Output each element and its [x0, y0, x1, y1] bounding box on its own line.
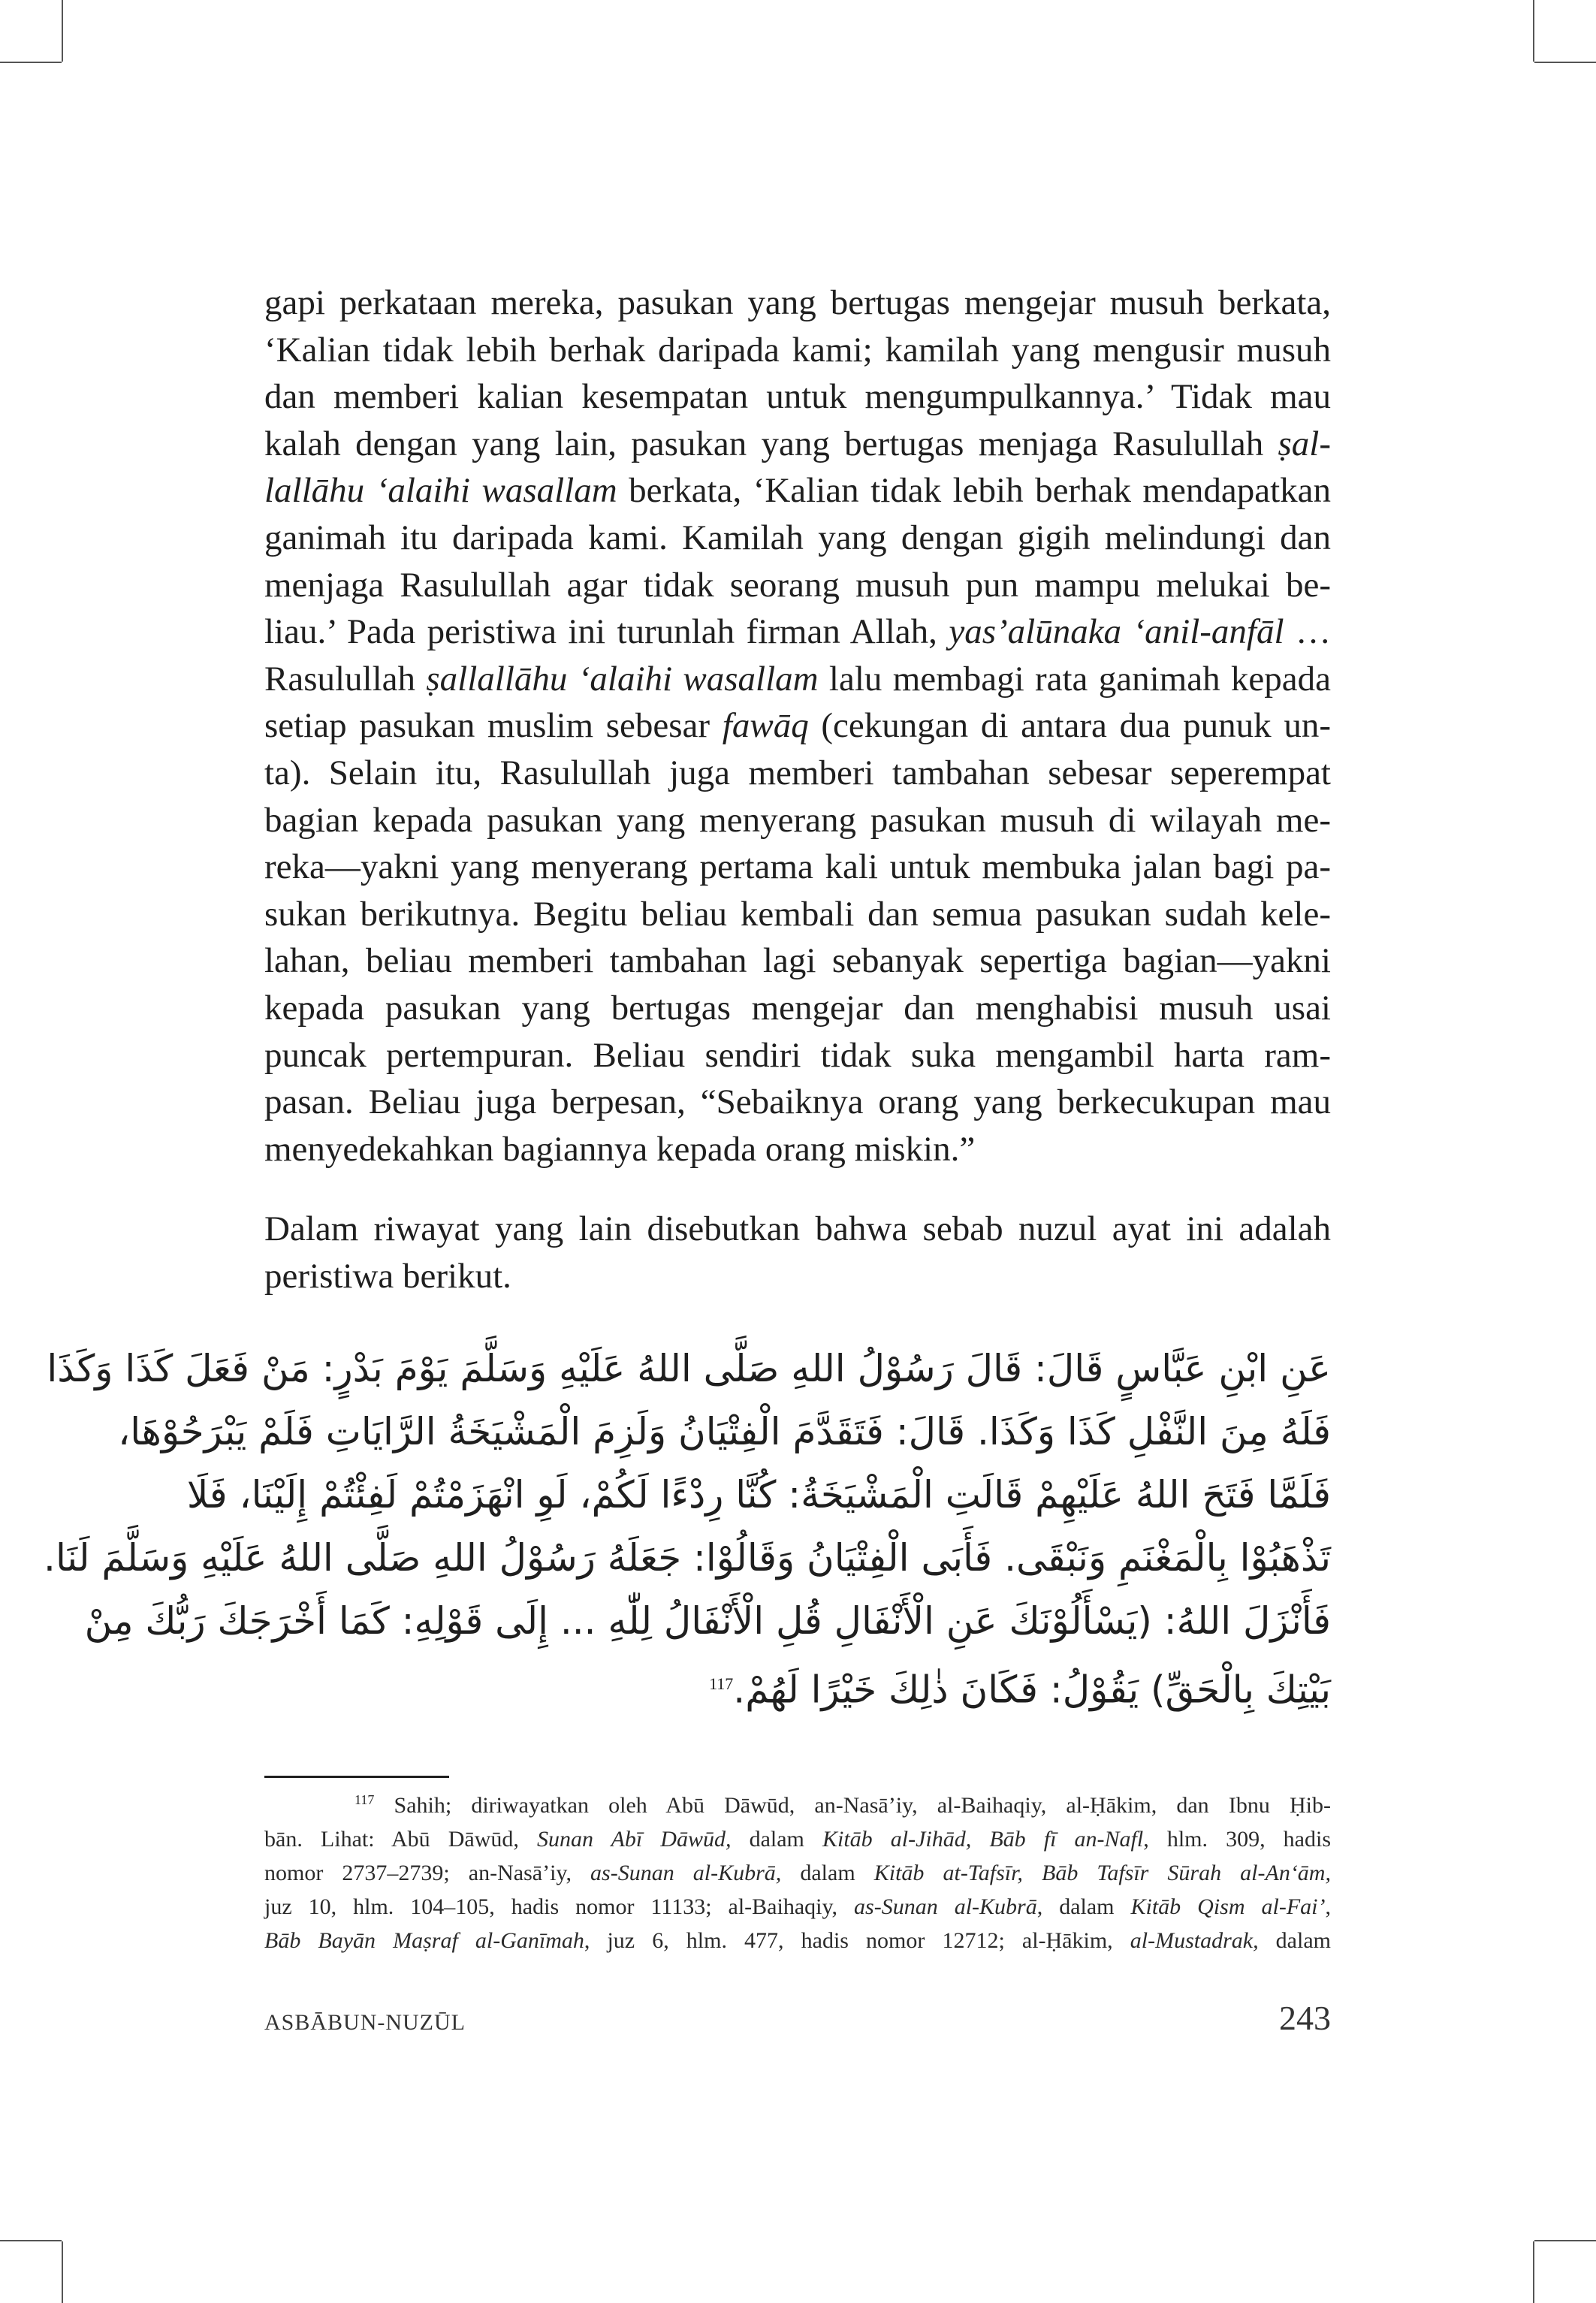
crop-mark: [1534, 62, 1596, 63]
footnote-text: ,: [1325, 1894, 1331, 1919]
footnote-number: 117: [354, 1792, 375, 1807]
crop-mark: [1533, 2241, 1534, 2303]
crop-mark: [0, 2240, 62, 2241]
italic-term: fawāq: [722, 706, 809, 746]
text-line: ta). Selain itu, Rasulullah juga memberi tambahan sebesar seperempat: [264, 753, 1331, 792]
text-line: reka—yakni yang menyerang pertama kali untuk membuka jalan bagi pa-: [264, 847, 1331, 887]
text-line: Rasulullah: [264, 659, 427, 699]
italic-term: lallāhu ‘alaihi wasallam: [264, 471, 617, 511]
crop-mark: [62, 2241, 63, 2303]
arabic-line: فَلَهُ مِنَ النَّفْلِ كَذَا وَكَذَا. قَالَ: فَتَقَدَّمَ الْفِتْيَانُ وَلَزِمَ الْمَشْيَخَةُ الرَّايَاتِ فَلَمْ يَبْرَحُوْهَا،: [118, 1410, 1331, 1454]
text-line: sukan berikutnya. Begitu beliau kembali dan semua pasukan sudah kele-: [264, 894, 1331, 934]
text-line: liau.’ Pada peristiwa ini turunlah firman Allah,: [264, 612, 949, 652]
italic-title: Kitāb al-Jihād, Bāb fī an-Nafl: [822, 1827, 1144, 1852]
footnote-text: dalam: [731, 1827, 822, 1852]
footnote-text: dalam: [781, 1861, 874, 1885]
text-line: Dalam riwayat yang lain disebutkan bahwa sebab nuzul ayat ini adalah: [264, 1209, 1331, 1249]
crop-mark: [0, 62, 62, 63]
italic-title: as-Sunan al-Kubrā: [854, 1894, 1037, 1919]
arabic-line: تَذْهَبُوْا بِالْمَغْنَمِ وَنَبْقَى. فَأَبَى الْفِتْيَانُ وَقَالُوْا: جَعَلَهُ رَسُوْلُ اللهِ صَلَّى اللهُ عَلَيْهِ وَسَلَّمَ لَنَا.: [44, 1536, 1331, 1580]
text-line: lahan, beliau memberi tambahan lagi sebanyak sepertiga bagian—yakni: [264, 941, 1331, 981]
footnote-text: juz 10, hlm. 104–105, hadis nomor 11133; al-Baihaqiy,: [264, 1894, 855, 1919]
footnote-text: , juz 6, hlm. 477, hadis nomor 12712; al-Ḥākim,: [584, 1928, 1130, 1953]
text-line: …: [1284, 612, 1332, 652]
italic-title: Kitāb Qism al-Fai’: [1130, 1894, 1326, 1919]
text-line: setiap pasukan muslim sebesar: [264, 706, 723, 746]
text-line: (cekungan di antara dua punuk un-: [808, 706, 1331, 746]
footnote-text: nomor 2737–2739; an-Nasā’iy,: [264, 1861, 591, 1885]
italic-title: Sunan Abī Dāwūd,: [537, 1827, 732, 1852]
arabic-line: فَأَنْزَلَ اللهُ: (يَسْأَلُوْنَكَ عَنِ الْأَنْفَالِ قُلِ الْأَنْفَالُ لِلّٰهِ ... إِلَى قَوْلِهِ: كَمَا أَخْرَجَكَ رَبُّكَ مِنْ: [84, 1599, 1331, 1643]
italic-title: Bāb Bayān Maṣraf al-Ganīmah: [264, 1928, 584, 1953]
italic-term: yas’alūnaka ‘anil-anfāl: [949, 612, 1284, 652]
crop-mark: [1533, 0, 1534, 62]
text-line: ‘Kalian tidak lebih berhak daripada kami; kamilah yang mengusir musuh: [264, 330, 1331, 370]
text-line: lalu membagi rata ganimah kepada: [818, 659, 1331, 699]
text-line: menjaga Rasulullah agar tidak seorang musuh pun mampu melukai be-: [264, 565, 1331, 605]
footnote-divider: [264, 1776, 449, 1778]
italic-term: ṣal-: [1278, 424, 1331, 463]
crop-mark: [1534, 2240, 1596, 2241]
body-paragraph: [264, 279, 1331, 1173]
arabic-line: فَلَمَّا فَتَحَ اللهُ عَلَيْهِمْ قَالَتِ الْمَشْيَخَةُ: كُنَّا رِدْءًا لَكُمْ، لَوِ انْهَزَمْتُمْ لَفِئْتُمْ إِلَيْنَا، فَلَا: [186, 1473, 1331, 1517]
text-line: kepada pasukan yang bertugas mengejar dan menghabisi musuh usai: [264, 988, 1331, 1028]
text-line: bagian kepada pasukan yang menyerang pasukan musuh di wilayah me-: [264, 800, 1331, 840]
text-line: menyedekahkan bagiannya kepada orang miskin.”: [264, 1129, 976, 1169]
italic-title: Kitāb at-Tafsīr, Bāb Tafsīr Sūrah al-An‘ām,: [873, 1861, 1331, 1885]
footnote-text: , hlm. 309, hadis: [1143, 1827, 1332, 1852]
arabic-line: عَنِ ابْنِ عَبَّاسٍ قَالَ: قَالَ رَسُوْلُ اللهِ صَلَّى اللهُ عَلَيْهِ وَسَلَّمَ يَوْمَ بَدْرٍ: مَنْ فَعَلَ كَذَا وَكَذَا: [47, 1347, 1331, 1391]
text-line: peristiwa berikut.: [264, 1256, 511, 1296]
text-line: kalah dengan yang lain, pasukan yang bertugas menjaga Rasulullah: [264, 424, 1278, 463]
footnote-text: , dalam: [1036, 1894, 1131, 1919]
running-footer-title: ASBĀBUN-NUZŪL: [264, 2010, 466, 2035]
footnote-text: bān. Lihat: Abū Dāwūd,: [264, 1827, 537, 1852]
main-content: [44, 279, 1332, 1722]
page-number: 243: [1279, 1999, 1331, 2037]
text-line: berkata, ‘Kalian tidak lebih berhak mendapatkan: [617, 471, 1331, 511]
footnote-text: Sahih; diriwayatkan oleh Abū Dāwūd, an-Nasā’iy, al-Baihaqiy, al-Ḥākim, dan Ibnu Ḥib-: [374, 1793, 1331, 1818]
footnote-reference[interactable]: 117: [709, 1674, 734, 1694]
italic-term: ṣallallāhu ‘alaihi wasallam: [426, 659, 819, 699]
text-line: gapi perkataan mereka, pasukan yang bertugas mengejar musuh berkata,: [264, 283, 1331, 322]
italic-title: as-Sunan al-Kubrā,: [590, 1861, 782, 1885]
arabic-line: بَيْتِكَ بِالْحَقِّ) يَقُوْلُ: فَكَانَ ذٰلِكَ خَيْرًا لَهُمْ.: [733, 1668, 1331, 1713]
body-paragraph: [264, 1206, 1331, 1299]
text-line: puncak pertempuran. Beliau sendiri tidak suka mengambil harta ram-: [264, 1035, 1331, 1075]
crop-mark: [62, 0, 63, 62]
arabic-hadith-text: [44, 1337, 1331, 1722]
text-line: pasan. Beliau juga berpesan, “Sebaiknya orang yang berkecukupan mau: [264, 1082, 1331, 1122]
footnote-text: dalam: [1258, 1928, 1331, 1953]
text-line: dan memberi kalian kesempatan untuk mengumpulkannya.’ Tidak mau: [264, 377, 1331, 417]
italic-title: al-Mustadrak,: [1130, 1928, 1259, 1953]
text-line: ganimah itu daripada kami. Kamilah yang dengan gigih melindungi dan: [264, 518, 1331, 557]
footnote: [264, 1783, 1331, 1957]
